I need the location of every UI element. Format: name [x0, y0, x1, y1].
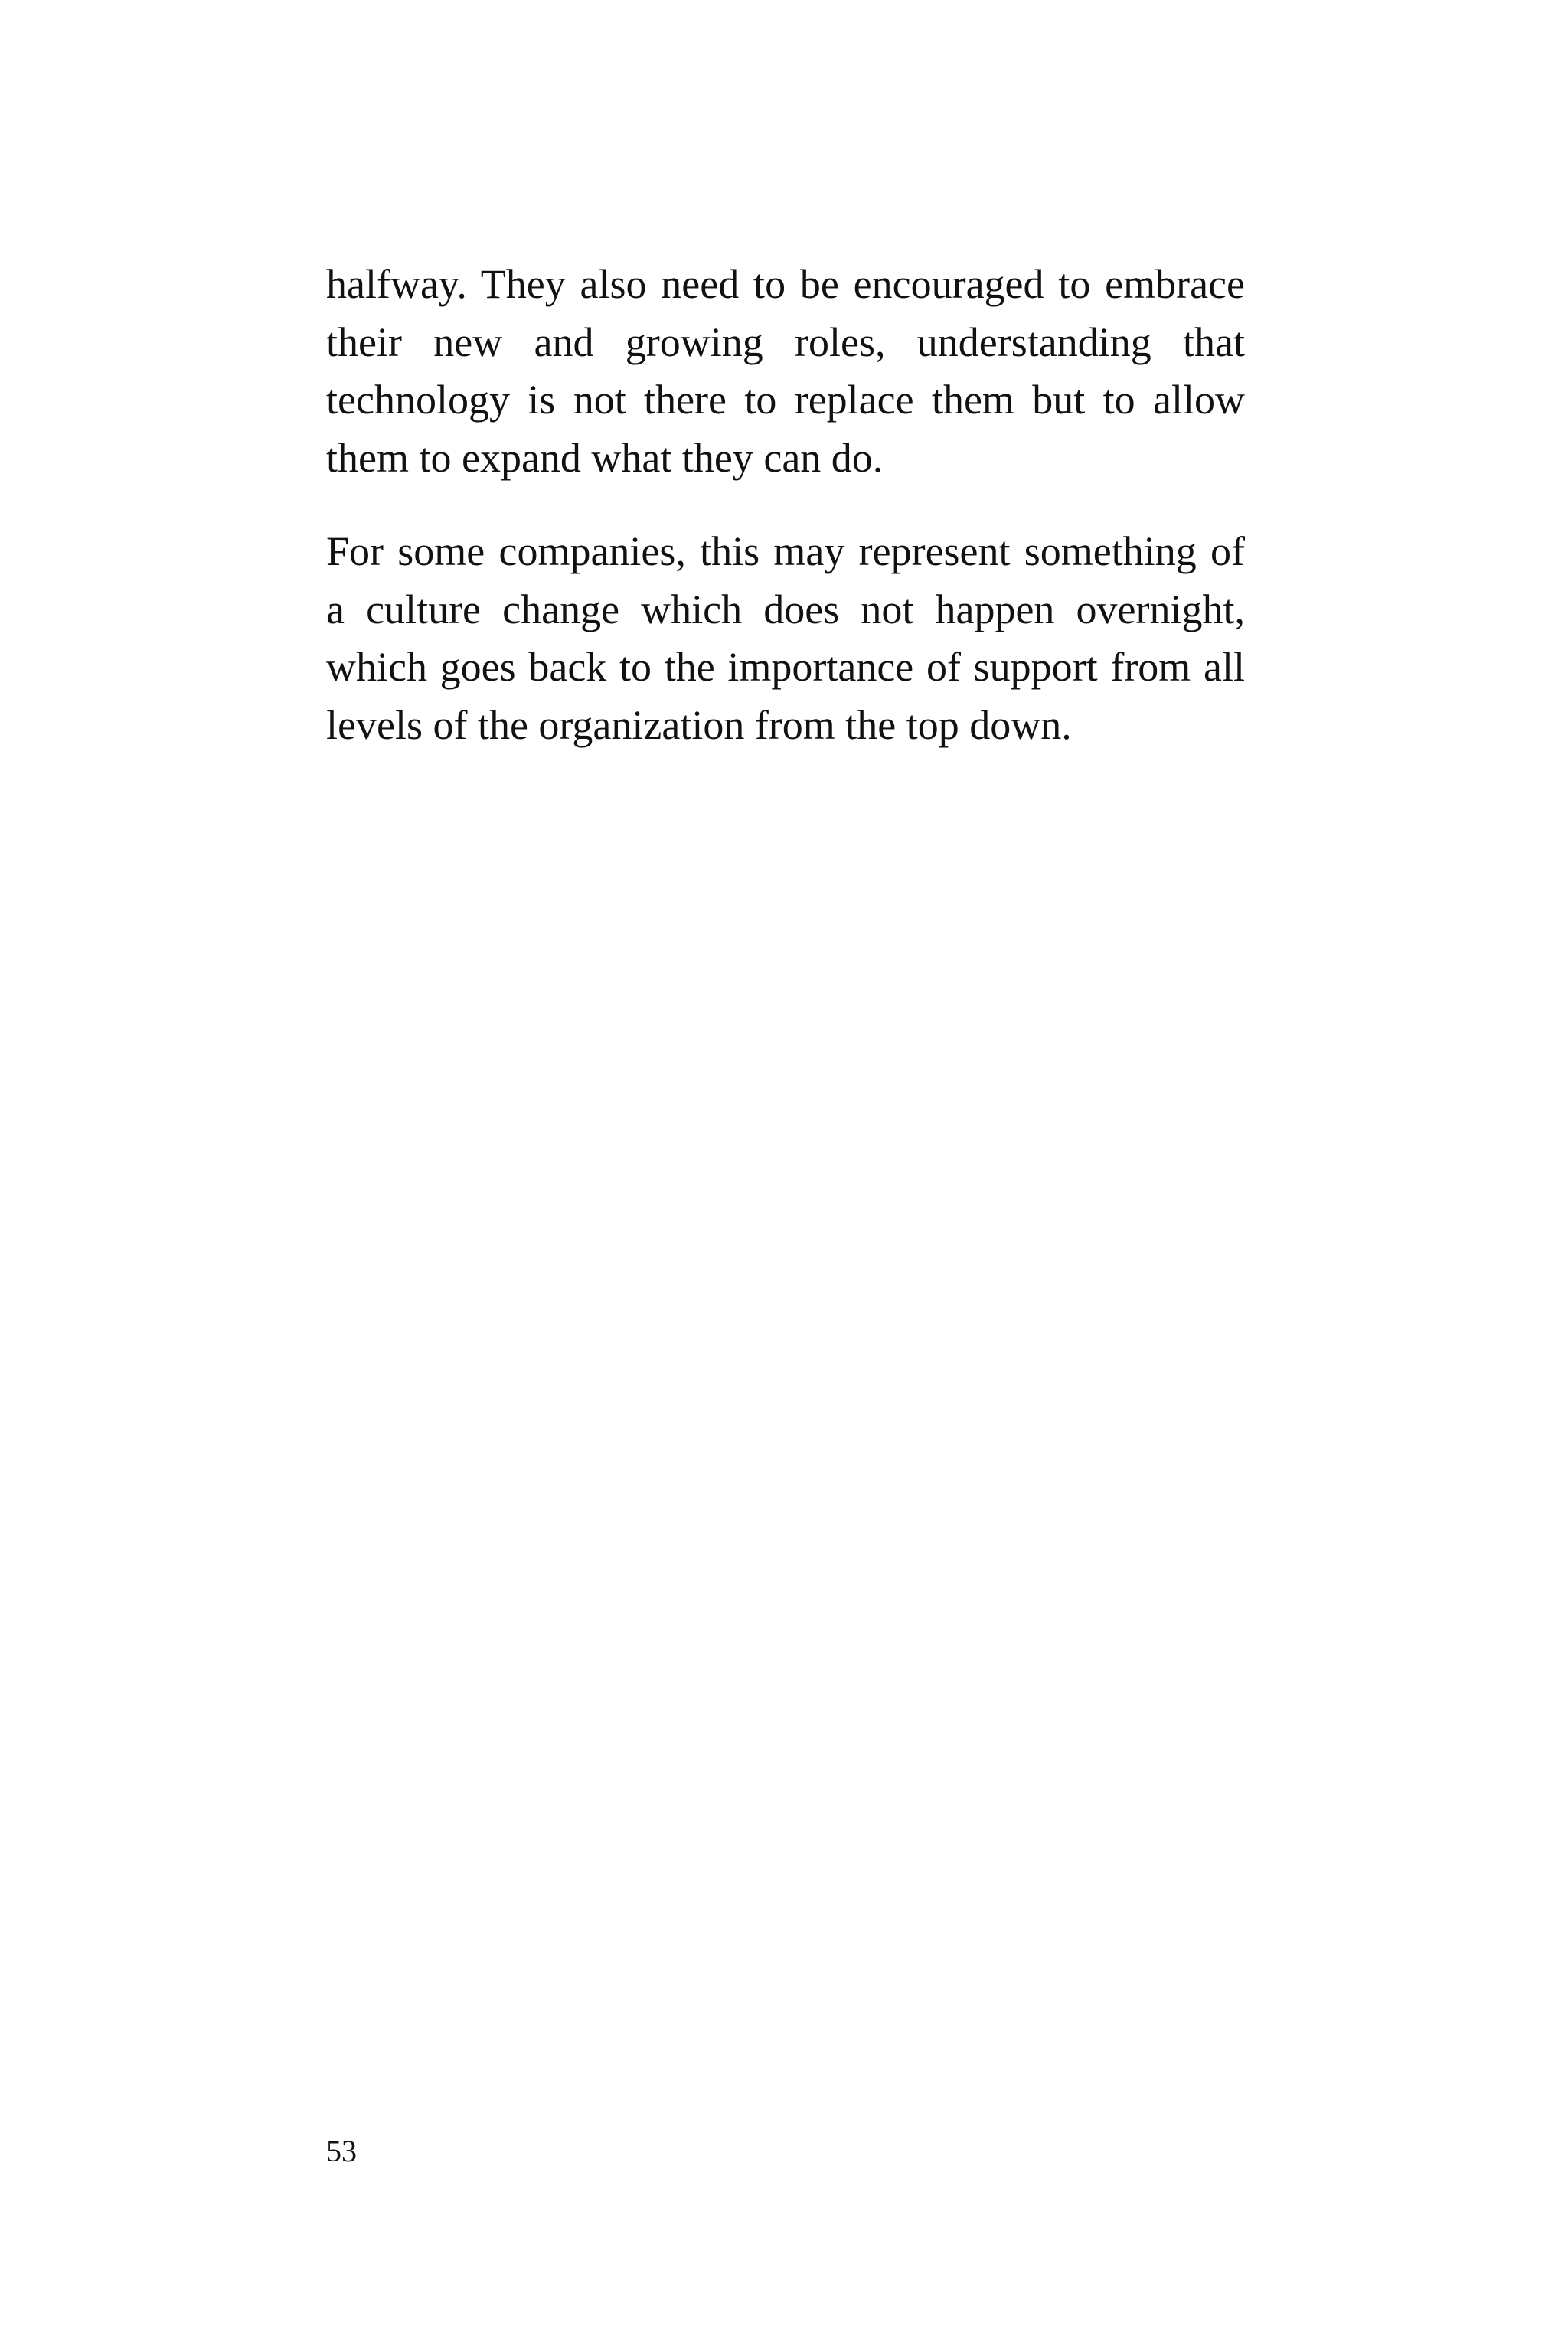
page-number: 53: [326, 2134, 357, 2168]
paragraph-2: For some companies, this may represent something of a culture change which does not happen overnight, which goes back to the importance of support from all levels of the organization from the top down.: [326, 528, 1245, 748]
paragraph-1: halfway. They also need to be encouraged to embrace their new and growing roles, understanding that technology is not there to replace them but to allow them to expand what they can do.: [326, 261, 1245, 481]
body-text: [326, 256, 1245, 754]
